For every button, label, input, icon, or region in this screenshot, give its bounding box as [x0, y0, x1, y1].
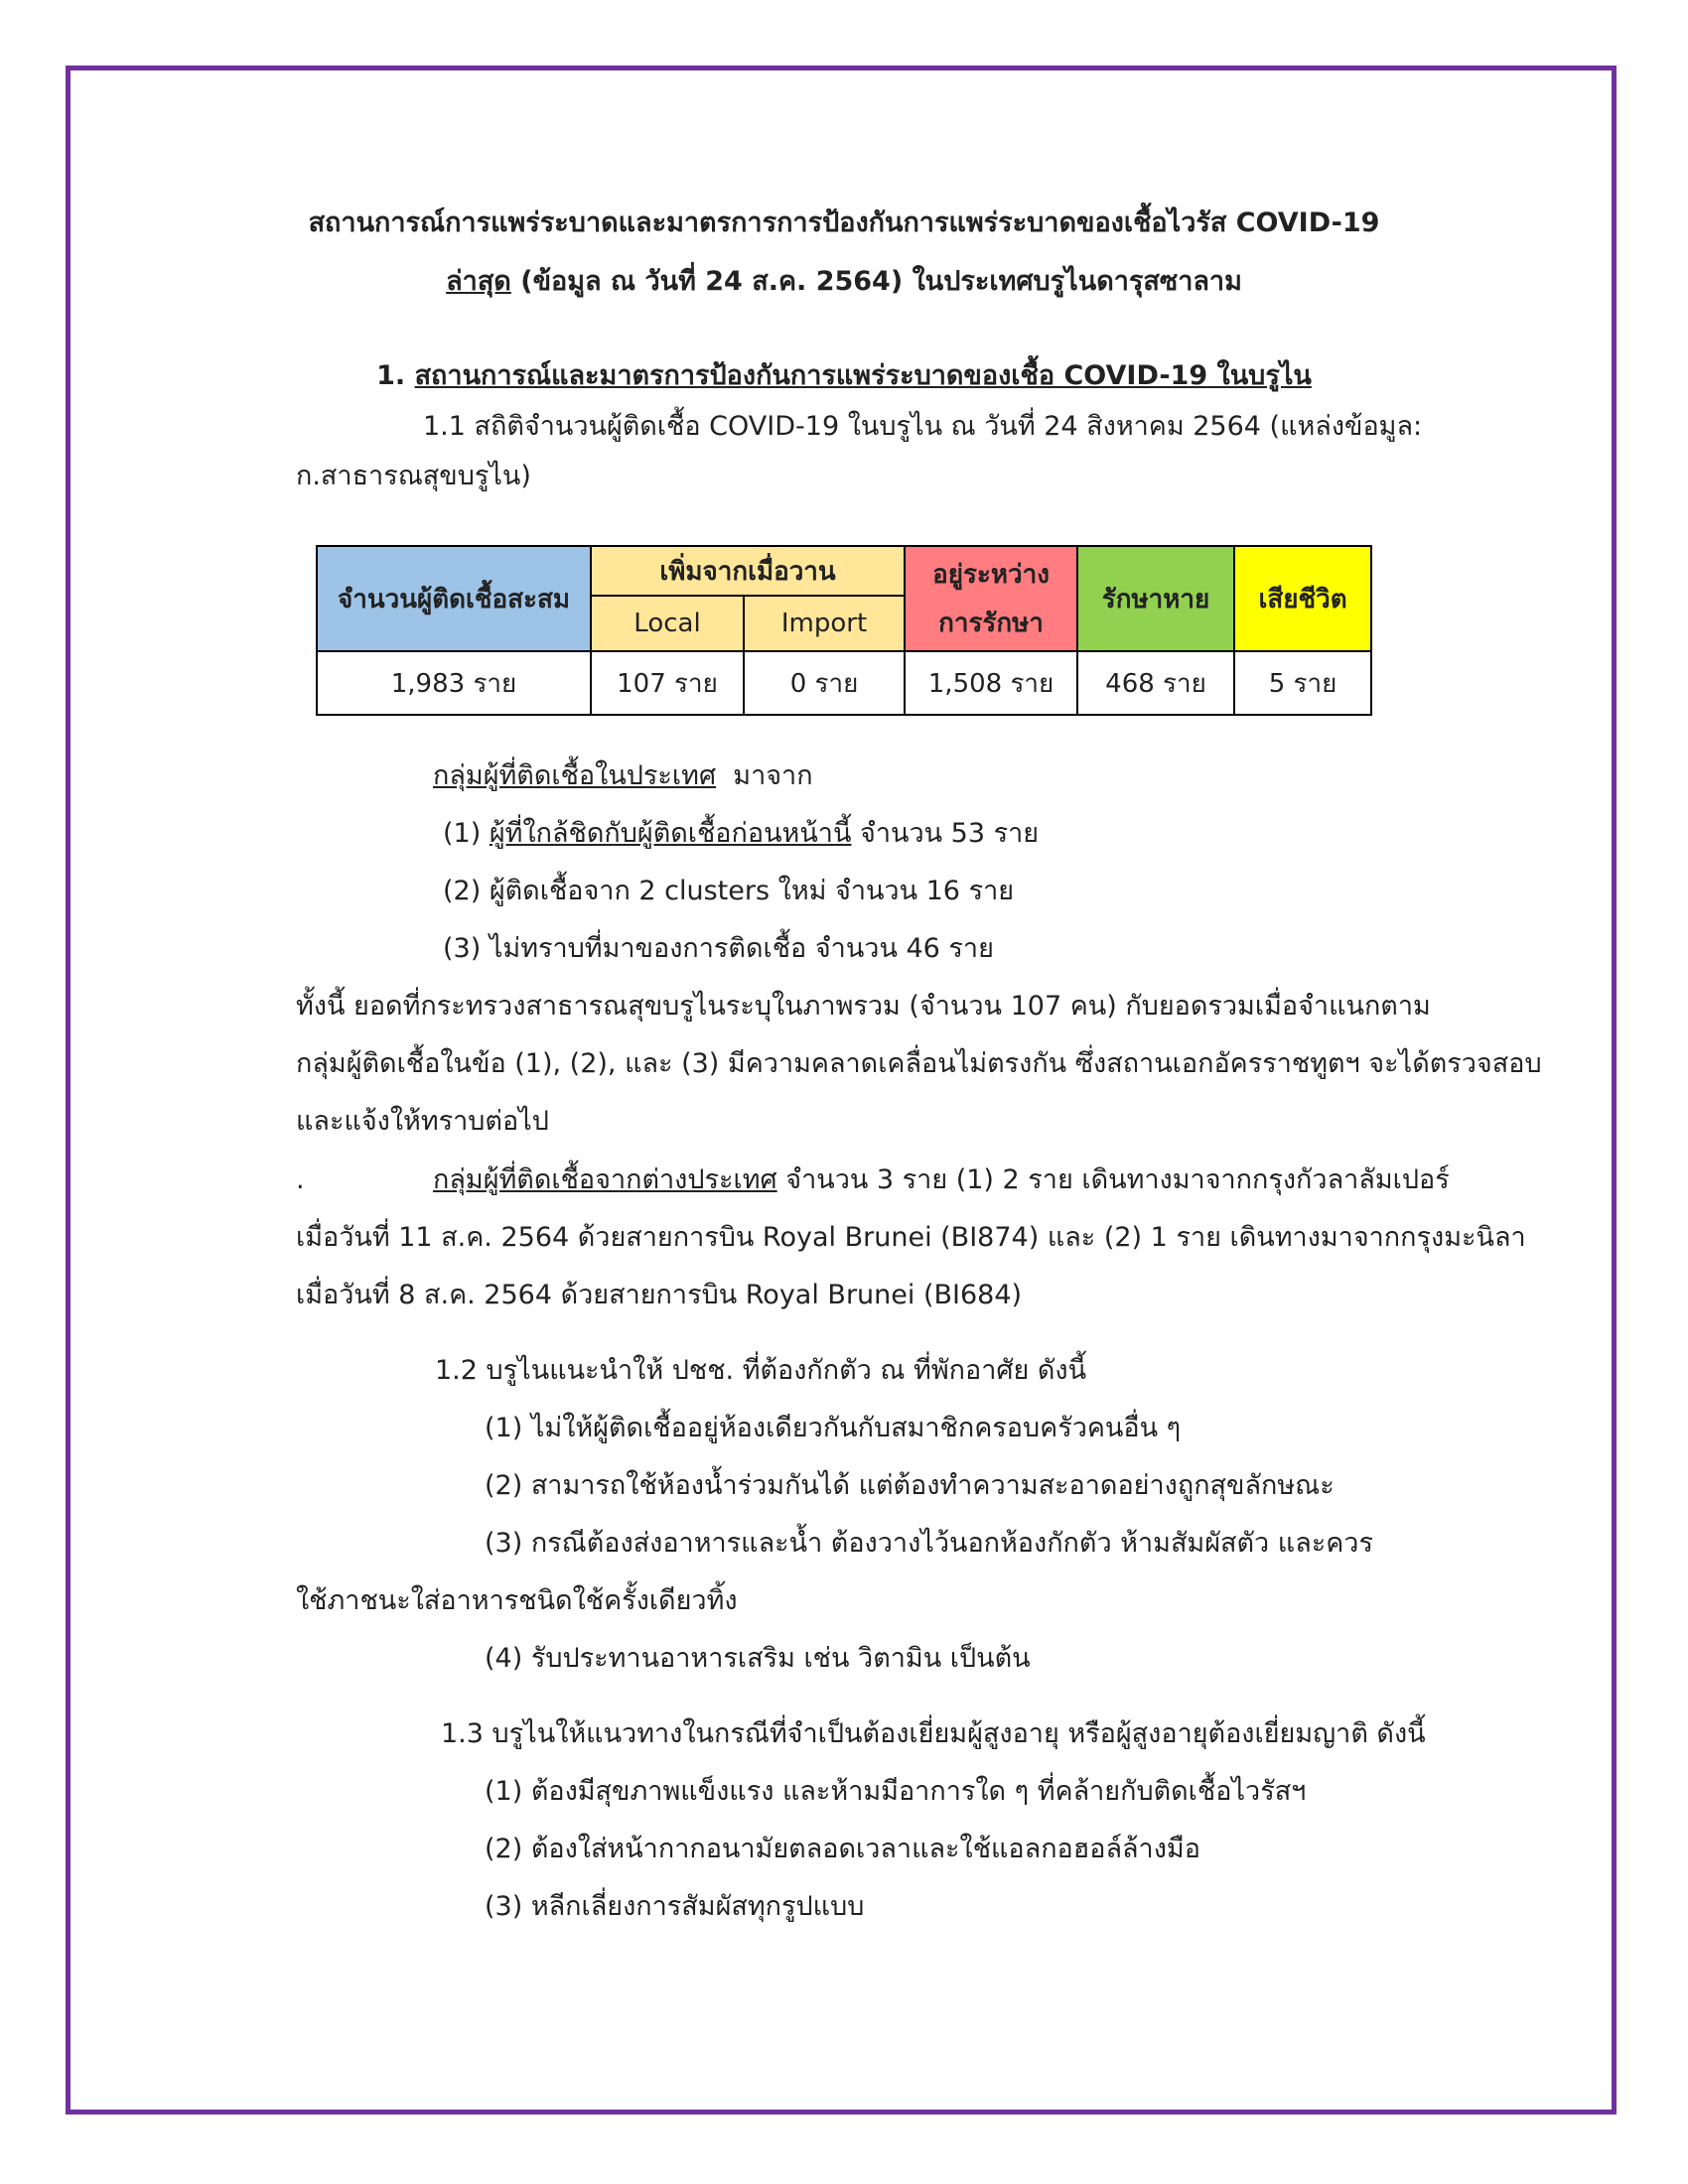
header-cumulative: จำนวนผู้ติดเชื้อสะสม [317, 546, 591, 651]
section-1-3-item2 [485, 1833, 1200, 1866]
header-new-since-yesterday: เพิ่มจากเมื่อวาน [591, 546, 905, 596]
header-recovered: รักษาหาย [1077, 546, 1234, 651]
domestic-heading-suffix: มาจาก [716, 760, 813, 791]
domestic-item2-text: (2) ผู้ติดเชื้อจาก 2 clusters ใหม่ จำนวน 16 ราย [443, 876, 1015, 906]
domestic-note2-text: กลุ่มผู้ติดเชื้อในข้อ (1), (2), และ (3) มีความคลาดเคลื่อนไม่ตรงกัน ซึ่งสถานเอกอัครราชทูตฯ จะได้ตรวจสอบ [296, 1048, 1542, 1079]
s12-item2-text: (2) สามารถใช้ห้องน้ำร่วมกันได้ แต่ต้องทำความสะอาดอย่างถูกสุขลักษณะ [485, 1470, 1335, 1501]
value-deaths: 5 ราย [1234, 651, 1371, 715]
section-1-2-heading [435, 1354, 1086, 1388]
imported-line1-rest: จำนวน 3 ราย (1) 2 ราย เดินทางมาจากกรุงกัวลาลัมเปอร์ [776, 1164, 1450, 1195]
section-1-3-item1 [485, 1775, 1306, 1809]
domestic-item1-prefix: (1) [443, 818, 490, 849]
s12-item4-text: (4) รับประทานอาหารเสริม เช่น วิตามิน เป็นต้น [485, 1643, 1031, 1674]
p11-line1: 1.1 สถิติจำนวนผู้ติดเชื้อ COVID-19 ในบรูไน ณ วันที่ 24 สิงหาคม 2564 (แหล่งข้อมูล: [423, 411, 1423, 442]
s13-item2-text: (2) ต้องใส่หน้ากากอนามัยตลอดเวลาและใช้แอลกอฮอล์ล้างมือ [485, 1834, 1200, 1864]
title-latest: ล่าสุด [446, 266, 511, 297]
imported-line3-text: เมื่อวันที่ 8 ส.ค. 2564 ด้วยสายการบิน Royal Brunei (BI684) [296, 1280, 1023, 1310]
value-recovered: 468 ราย [1077, 651, 1234, 715]
section-1-2-item4 [485, 1642, 1031, 1676]
domestic-note-line2 [296, 1047, 1542, 1081]
domestic-item-1 [443, 817, 1039, 851]
section1-number: 1. [376, 360, 415, 391]
section-1-2-item1 [485, 1412, 1181, 1445]
s12-item3-line1-text: (3) กรณีต้องส่งอาหารและน้ำ ต้องวางไว้นอกห้องกักตัว ห้ามสัมผัสตัว และควร [485, 1528, 1373, 1559]
document-title-line2 [0, 265, 1688, 299]
section-1-2-item2 [485, 1469, 1335, 1503]
section1-heading-text: สถานการณ์และมาตรการป้องกันการแพร่ระบาดของเชื้อ COVID-19 ในบรูไน [414, 360, 1312, 391]
imported-line1 [433, 1163, 1450, 1197]
domestic-item-2 [443, 875, 1014, 908]
imported-heading-text: กลุ่มผู้ที่ติดเชื้อจากต่างประเทศ [433, 1164, 777, 1195]
header-in-treatment-line2: การรักษา [938, 609, 1044, 638]
paragraph-1-1-line2 [296, 460, 531, 493]
header-in-treatment-line1: อยู่ระหว่าง [932, 560, 1050, 590]
domestic-heading [433, 759, 813, 793]
section-1-2-item3-line2 [296, 1584, 738, 1618]
s12-item3-line2-text: ใช้ภาชนะใส่อาหารชนิดใช้ครั้งเดียวทิ้ง [296, 1585, 738, 1616]
s13-item1-text: (1) ต้องมีสุขภาพแข็งแรง และห้ามมีอาการใด ๆ ที่คล้ายกับติดเชื้อไวรัสฯ [485, 1776, 1307, 1807]
section1-heading [0, 359, 1688, 393]
value-local: 107 ราย [591, 651, 744, 715]
document-title-line1 [0, 206, 1688, 240]
imported-line2 [296, 1221, 1526, 1255]
header-deaths: เสียชีวิต [1234, 546, 1371, 651]
title-line1-text: สถานการณ์การแพร่ระบาดและมาตรการการป้องกันการแพร่ระบาดของเชื้อไวรัส COVID-19 [308, 207, 1380, 238]
domestic-note-line3 [296, 1105, 549, 1139]
covid-stats-table [316, 545, 1372, 716]
domestic-heading-text: กลุ่มผู้ที่ติดเชื้อในประเทศ [433, 760, 717, 791]
value-import: 0 ราย [744, 651, 905, 715]
domestic-note3-text: และแจ้งให้ทราบต่อไป [296, 1106, 549, 1137]
value-in-treatment: 1,508 ราย [905, 651, 1077, 715]
s13-item3-text: (3) หลีกเลี่ยงการสัมผัสทุกรูปแบบ [485, 1891, 865, 1922]
imported-line2-text: เมื่อวันที่ 11 ส.ค. 2564 ด้วยสายการบิน Royal Brunei (BI874) และ (2) 1 ราย เดินทางมาจากกรุงมะนิลา [296, 1222, 1526, 1253]
paragraph-1-1-line1 [423, 410, 1422, 444]
s12-heading-text: 1.2 บรูไนแนะนำให้ ปชช. ที่ต้องกักตัว ณ ที่พักอาศัย ดังนี้ [435, 1355, 1087, 1386]
domestic-item1-underlined: ผู้ที่ใกล้ชิดกับผู้ติดเชื้อก่อนหน้านี้ [489, 818, 852, 849]
header-import: Import [744, 596, 905, 651]
section-1-3-heading [441, 1717, 1426, 1751]
s13-heading-text: 1.3 บรูไนให้แนวทางในกรณีที่จำเป็นต้องเยี่ยมผู้สูงอายุ หรือผู้สูงอายุต้องเยี่ยมญาติ ดังนี้ [441, 1718, 1426, 1749]
title-line2-text: (ข้อมูล ณ วันที่ 24 ส.ค. 2564) ในประเทศบรูไนดารุสซาลาม [510, 266, 1242, 297]
section-1-2-item3-line1 [485, 1527, 1373, 1561]
domestic-item3-text: (3) ไม่ทราบที่มาของการติดเชื้อ จำนวน 46 ราย [443, 933, 994, 964]
imported-dot-text: . [296, 1164, 305, 1195]
imported-line3 [296, 1279, 1022, 1312]
p11-line2: ก.สาธารณสุขบรูไน) [296, 461, 531, 491]
domestic-note1-text: ทั้งนี้ ยอดที่กระทรวงสาธารณสุขบรูไนระบุในภาพรวม (จำนวน 107 คน) กับยอดรวมเมื่อจำแนกตาม [296, 991, 1431, 1022]
domestic-item1-suffix: จำนวน 53 ราย [851, 818, 1040, 849]
s12-item1-text: (1) ไม่ให้ผู้ติดเชื้ออยู่ห้องเดียวกันกับสมาชิกครอบครัวคนอื่น ๆ [485, 1413, 1182, 1443]
domestic-item-3 [443, 932, 994, 966]
domestic-note-line1 [296, 990, 1431, 1024]
section-1-3-item3 [485, 1890, 864, 1924]
value-cumulative: 1,983 ราย [317, 651, 591, 715]
imported-dot [296, 1163, 305, 1197]
header-local: Local [591, 596, 744, 651]
header-in-treatment [905, 546, 1077, 651]
